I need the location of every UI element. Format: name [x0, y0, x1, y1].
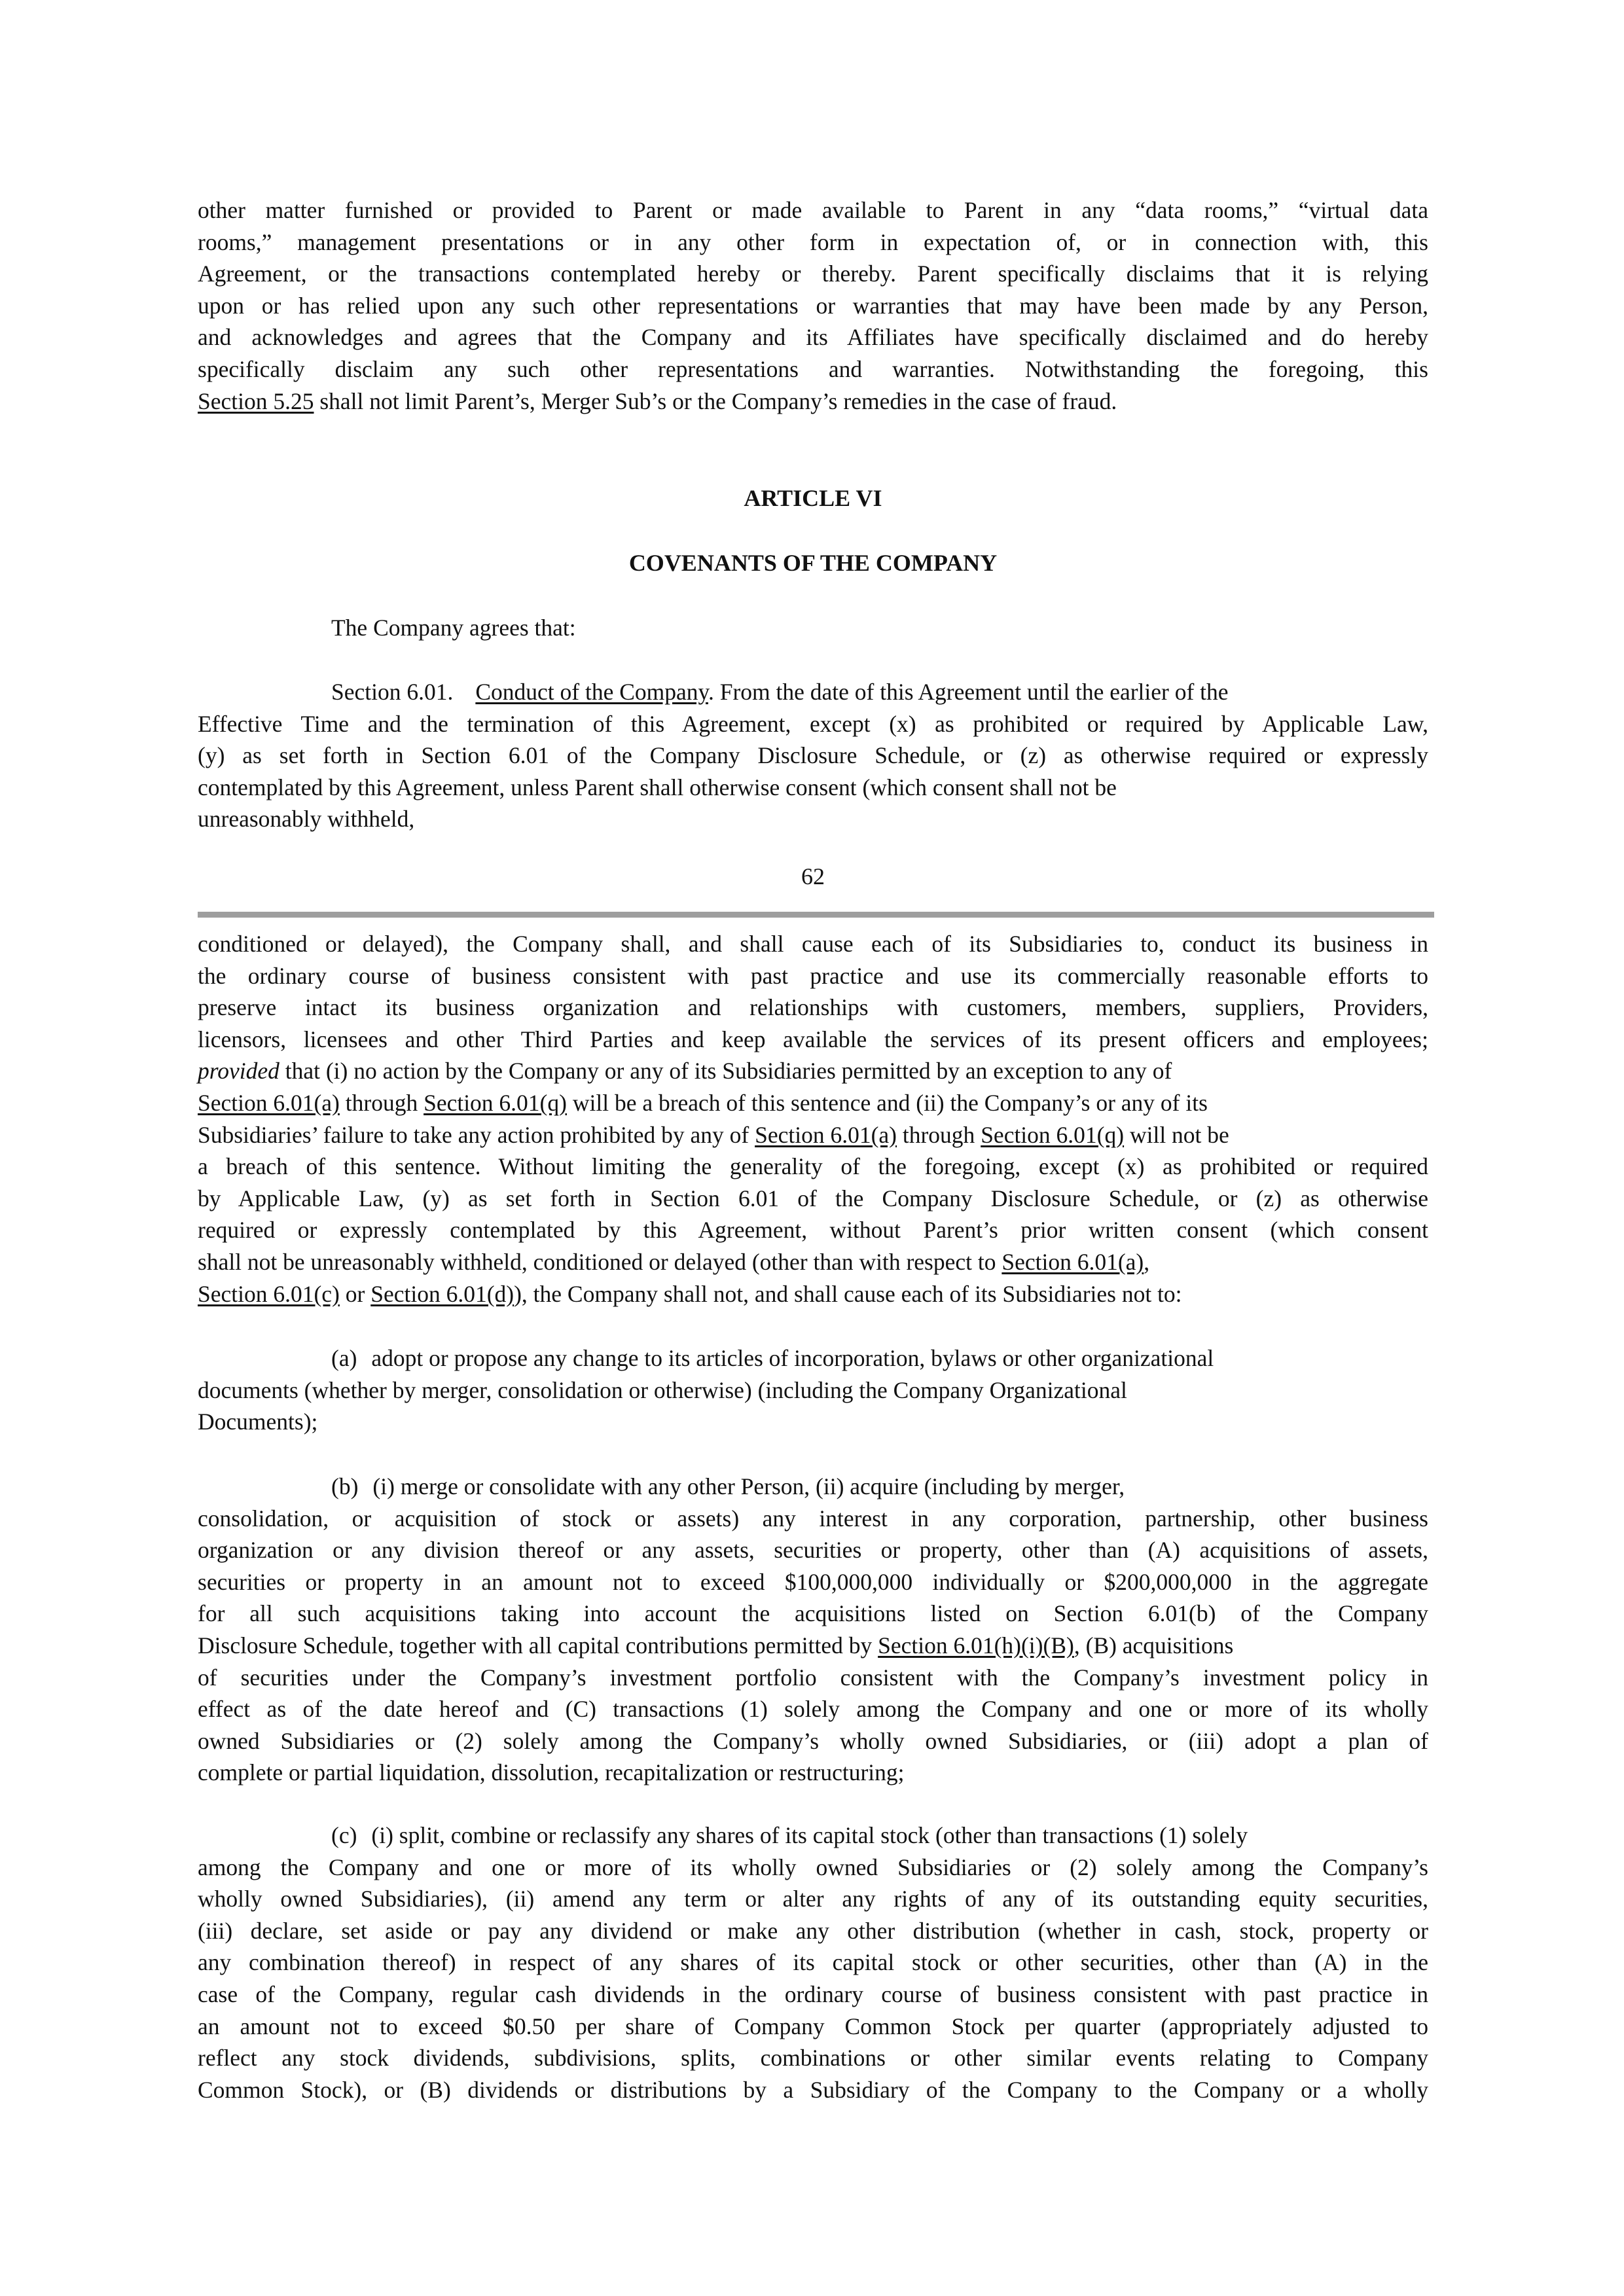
text-line: Documents);	[198, 1408, 318, 1435]
text-line: of securities under the Company’s investment portfolio consistent with the Company’s investment policy in	[198, 1664, 1428, 1691]
text-line	[198, 1342, 1428, 1374]
clause-c	[198, 1820, 1428, 2106]
text-line	[198, 1087, 1428, 1119]
text-line: (iii) declare, set aside or pay any dividend or make any other distribution (whether in cash, stock, property or	[198, 1917, 1428, 1944]
text-fragment: will not be	[1124, 1121, 1229, 1148]
text-line: upon or has relied upon any such other representations or warranties that may have been made by any Person,	[198, 292, 1428, 319]
text-fragment: will be a breach of this sentence and (ii) the Company’s or any of its	[566, 1089, 1208, 1116]
text-line: contemplated by this Agreement, unless Parent shall otherwise consent (which consent shall not be	[198, 774, 1117, 800]
page-number: 62	[801, 863, 825, 889]
text-line: by Applicable Law, (y) as set forth in Section 6.01 of the Company Disclosure Schedule, or (z) as otherwise	[198, 1185, 1428, 1211]
text-line: documents (whether by merger, consolidation or otherwise) (including the Company Organizational	[198, 1376, 1127, 1403]
intro-text: The Company agrees that:	[331, 615, 576, 641]
text-fragment: ), the Company shall not, and shall cause each of its Subsidiaries not to:	[514, 1280, 1182, 1307]
text-line: consolidation, or acquisition of stock or assets) any interest in any corporation, partnership, other business	[198, 1505, 1428, 1532]
text-fragment: . From the date of this Agreement until the earlier of the	[708, 679, 1229, 705]
text-fragment: shall not be unreasonably withheld, conditioned or delayed (other than with respect to	[198, 1248, 1002, 1275]
section-reference-link: Section 6.01(q)	[981, 1121, 1125, 1148]
text-line: for all such acquisitions taking into account the acquisitions listed on Section 6.01(b) of the Company	[198, 1600, 1428, 1627]
text-line	[198, 1055, 1428, 1087]
text-line: reflect any stock dividends, subdivisions, splits, combinations or other similar events relating to Company	[198, 2045, 1428, 2072]
text-line: other matter furnished or provided to Parent or made available to Parent in any “data rooms,” “virtual data	[198, 197, 1428, 223]
text-line: (y) as set forth in Section 6.01 of the Company Disclosure Schedule, or (z) as otherwise required or expressly	[198, 742, 1428, 769]
text-line: owned Subsidiaries or (2) solely among the Company’s wholly owned Subsidiaries, or (iii) adopt a plan of	[198, 1727, 1428, 1754]
text-line: Common Stock), or (B) dividends or distributions by a Subsidiary of the Company to the Company or a wholly	[198, 2076, 1428, 2103]
text-line: specifically disclaim any such other representations and warranties. Notwithstanding the foregoing, this	[198, 355, 1428, 382]
text-line: organization or any division thereof or any assets, securities or property, other than (A) acquisitions of assets,	[198, 1537, 1428, 1564]
text-line: among the Company and one or more of its wholly owned Subsidiaries or (2) solely among the Company’s	[198, 1854, 1428, 1880]
clause-label: (c)	[331, 1822, 357, 1848]
article-subtitle: COVENANTS OF THE COMPANY	[628, 550, 998, 576]
text-line: wholly owned Subsidiaries), (ii) amend any term or alter any rights of any of its outstanding equity securities,	[198, 1886, 1428, 1912]
section-reference-link: Section 6.01(a)	[198, 1089, 340, 1116]
text-fragment: or	[339, 1280, 371, 1307]
text-line: case of the Company, regular cash dividends in the ordinary course of business consistent with past practice in	[198, 1981, 1428, 2007]
text-line	[198, 1278, 1428, 1310]
text-line: preserve intact its business organization and relationships with customers, members, suppliers, Providers,	[198, 994, 1428, 1021]
text-line: a breach of this sentence. Without limiting the generality of the foregoing, except (x) as prohibited or required	[198, 1153, 1428, 1180]
text-line	[198, 676, 1428, 708]
text-line: an amount not to exceed $0.50 per share of Company Common Stock per quarter (appropriately adjusted to	[198, 2013, 1428, 2039]
text-fragment: Disclosure Schedule, together with all capital contributions permitted by	[198, 1632, 878, 1659]
text-line	[198, 1471, 1428, 1503]
text-fragment: , (B) acquisitions	[1074, 1632, 1234, 1659]
text-line: any combination thereof) in respect of any shares of its capital stock or other securities, other than (A) in the	[198, 1949, 1428, 1976]
clause-label: (b)	[331, 1473, 359, 1499]
text-fragment: through	[897, 1121, 981, 1148]
text-fragment: Subsidiaries’ failure to take any action prohibited by any of	[198, 1121, 755, 1148]
text-line: and acknowledges and agrees that the Company and its Affiliates have specifically disclaimed and do hereby	[198, 324, 1428, 351]
section-heading: Conduct of the Company	[475, 679, 708, 705]
intro-paragraph	[198, 612, 1428, 644]
text-fragment: through	[339, 1089, 424, 1116]
text-fragment: (i) merge or consolidate with any other Person, (ii) acquire (including by merger,	[372, 1473, 1125, 1499]
text-fragment: shall not limit Parent’s, Merger Sub’s or the Company’s remedies in the case of fraud.	[314, 387, 1117, 414]
section-6-01-paragraph	[198, 676, 1428, 835]
text-line: Agreement, or the transactions contemplated hereby or thereby. Parent specifically disclaims that it is relying	[198, 260, 1428, 287]
text-line: conditioned or delayed), the Company shall, and shall cause each of its Subsidiaries to, conduct its business in	[198, 931, 1428, 957]
section-reference-link: Section 6.01(a)	[755, 1121, 897, 1148]
section-5-25-continuation	[198, 194, 1428, 417]
text-fragment: (i) split, combine or reclassify any shares of its capital stock (other than transactions (1) solely	[371, 1822, 1248, 1848]
section-reference-link: Section 5.25	[198, 387, 314, 414]
text-fragment: that (i) no action by the Company or any of its Subsidiaries permitted by an exception to any of	[279, 1058, 1172, 1085]
text-line: unreasonably withheld,	[198, 806, 415, 833]
text-fragment: adopt or propose any change to its articles of incorporation, bylaws or other organizational	[371, 1345, 1214, 1371]
page-divider	[198, 912, 1434, 918]
section-reference-link: Section 6.01(d)	[370, 1280, 514, 1307]
text-line	[198, 386, 1428, 418]
text-line: effect as of the date hereof and (C) transactions (1) solely among the Company and one or more of its wholly	[198, 1696, 1428, 1723]
text-line: licensors, licensees and other Third Parties and keep available the services of its present officers and employees;	[198, 1026, 1428, 1052]
text-line: securities or property in an amount not to exceed $100,000,000 individually or $200,000,000 in the aggregate	[198, 1568, 1428, 1595]
clause-label: (a)	[331, 1345, 357, 1371]
text-line	[198, 1246, 1428, 1278]
text-line: the ordinary course of business consistent with past practice and use its commercially reasonable efforts to	[198, 962, 1428, 989]
text-line: complete or partial liquidation, dissolution, recapitalization or restructuring;	[198, 1759, 905, 1786]
text-line	[198, 1119, 1428, 1151]
text-line: required or expressly contemplated by this Agreement, without Parent’s prior written consent (which consent	[198, 1217, 1428, 1244]
text-line: Effective Time and the termination of this Agreement, except (x) as prohibited or required by Applicable Law,	[198, 710, 1428, 737]
text-line	[198, 1820, 1428, 1852]
italic-term: provided	[198, 1058, 280, 1085]
text-line	[198, 1630, 1428, 1662]
article-title: ARTICLE VI	[744, 485, 882, 511]
section-reference-link: Section 6.01(q)	[424, 1089, 567, 1116]
clause-a	[198, 1342, 1428, 1438]
text-fragment: ,	[1144, 1248, 1150, 1275]
section-reference-link: Section 6.01(c)	[198, 1280, 340, 1307]
section-number: Section 6.01.	[331, 679, 454, 705]
clause-b	[198, 1471, 1428, 1789]
section-reference-link: Section 6.01(a)	[1001, 1248, 1144, 1275]
section-reference-link: Section 6.01(h)(i)(B)	[878, 1632, 1074, 1659]
text-line: rooms,” management presentations or in any other form in expectation of, or in connection with, this	[198, 228, 1428, 255]
section-6-01-continuation	[198, 928, 1428, 1310]
